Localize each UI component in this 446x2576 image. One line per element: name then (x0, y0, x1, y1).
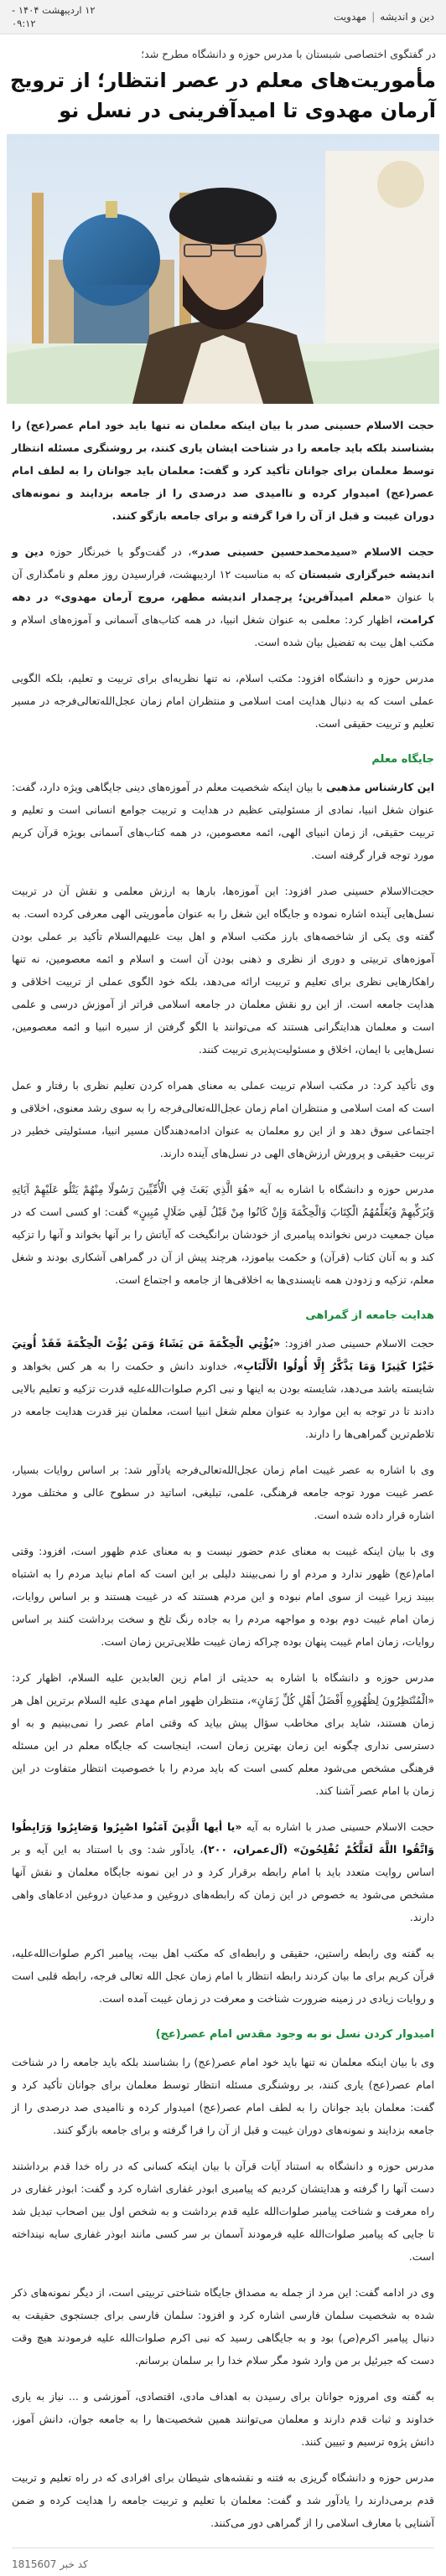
article-body (12, 414, 434, 2576)
cleric-photo (7, 134, 439, 404)
paragraph: مدرس حوزه و دانشگاه با اشاره به حدیثی از امام زین العابدین علیه السلام، اظهار کرد: «الْمُنْتَظِرُونَ لِظُهُورِهِ أَفْضَلُ أَهْلِ كُلِّ زَمَانٍ»، منتظران ظهور امام مهدی علیه السلام برترین اهل هر زمان هستند، شاید برای مخاطب سؤال پیش بیاید که وقتی امام عصر را نمی‌بینیم و به او دسترسی نداری چگونه این زمان بهترین زمان است، اینجاست که جایگاه معلم در این مسئله فرهنگی مشخص می‌شود معلم کسی است که باید مردم را با خصوصیت انتظار متفاوت در این زمان با امام عصر آشنا کند. (12, 1671, 434, 1797)
speaker-name: حجت الاسلام «سیدمحمدحسین حسینی صدر» (191, 545, 434, 558)
paragraph: این کارشناس مذهبی با بیان اینکه شخصیت معلم در آموزه‌های دینی جایگاهی ویژه دارد، گفت: عنوان شغل انبیا، نمادی از مسئولیتی عظیم در هدایت و تربیت جوامع انسانی است و تعلیم و تربیت حقیقی، از زمان انبیای الهی، ائمه معصومین، در همه کتاب‌های آسمانی بویژه قرآن کریم مورد توجه قرار گرفته است. (12, 781, 434, 861)
paragraph: مدرس حوزه و دانشگاه گریزی به فتنه و نقشه‌های شیطان برای افرادی که در راه تعلیم و تربیت قدم برمی‌دارند را یادآور شد و گفت: معلمان با تعلیم و تربیت جامعه را هدایت کرده و ضمن آشنایی با معارف اسلامی را از گمراهی دور می‌کنند. (12, 2471, 434, 2529)
paragraph: حجت الاسلام حسینی صدر افزود: «يُؤْتِي الْحِكْمَةَ مَن يَشَاءُ وَمَن يُؤْتَ الْحِكْمَةَ فَقَدْ أُوتِيَ خَيْرًا كَثِيرًا وَمَا يَذَّكَّرُ إِلَّا أُولُوا الْأَلْبَابِ»، خداوند دانش و حکمت را به هر کس بخواهد و شایسته باشد می‌دهد، شایسته بودن به اینها و نبی اکرم صلوات‌الله‌علیه قدرت تزکیه و تعلیم بالایی دادند تا در توجه به این موارد به عنوان معلم شغل انبیا است، معلمان نیز قدرت هدایت جامعه در تلاطم‌ترین گمراهی‌ها را دارند. (12, 1337, 434, 1440)
paragraph-intro: حجت الاسلام «سیدمحمدحسین حسینی صدر»، در گفت‌وگو با خبرنگار حوزه دین و اندیشه خبرگزاری شبستان که به مناسبت ۱۲ اردیبهشت، فرارسیدن روز معلم و نامگذاری آن با عنوان «معلم امیدآفرین؛ پرچمدار اندیشه مطهر، مروج آرمان مهدوی» در دهه کرامت، اظهار کرد: معلمی به عنوان شغل انبیا، در همه کتاب‌های آسمانی و آموزه‌های اسلام و مکتب اهل بیت به تفضیل بیان شده است. (12, 545, 434, 648)
occasion-title: «معلم امیدآفرین؛ پرچمدار اندیشه مطهر، مروج آرمان مهدوی» در دهه کرامت، (12, 591, 434, 626)
section-subhead: هدایت جامعه از گمراهی (305, 1309, 434, 1322)
breadcrumb-category[interactable]: دین و اندیشه (380, 11, 434, 23)
article-headline: مأموریت‌های معلم در عصر انتظار؛ از ترویج آرمان مهدوی تا امیدآفرینی در نسل نو (10, 69, 436, 122)
article-summary: حجت الاسلام حسینی صدر با بیان اینکه معلمان نه تنها باید خود امام عصر(عج) را بشناسند بلکه باید جامعه را در شناخت ایشان یاری کنند، بر روشنگری مسئله انتظار توسط معلمان برای جوانان تأکید کرد و گفت: معلمان باید جوانان را به لطف امام عصر(عج) امیدوار کرده و ناامیدی صد درصدی را از جامعه بزدایند و نمونه‌های دوران غیبت و قبل از آن را فرا گرفته و برای جامعه بازگو کنند. (12, 419, 434, 522)
paragraph: به گفته وی رابطه راستین، حقیقی و رابطه‌ای که مکتب اهل بیت، پیامبر اکرم صلوات‌الله‌علیه، قرآن کریم برای ما بیان کردند رابطه انتظار با امام زمان عجل الله تعالی فرجه، رابطه قلبی است و روایات زیادی در زمینه ضرورت شناخت و معرفت در زمان غیبت آمده است. (12, 1947, 434, 2005)
paragraph: وی تأکید کرد: در مکتب اسلام تربیت عملی به معنای همراه کردن تعلیم نظری با رفتار و عمل است که امت اسلامی و منتظران امام زمان عجل‌الله‌تعالی‌فرجه را به سوی رشد معنوی، اخلاقی و اجتماعی سوق دهد و از این رو معلمان به عنوان ادامه‌دهندگان مسیر انبیا، مسئولیتی خطیر در تربیت حقیقی و پرورش ارزش‌های الهی در نسل‌های آینده دارند. (12, 1079, 434, 1159)
breadcrumb-separator: | (371, 11, 376, 23)
paragraph: وی با اشاره به عصر غیبت امام زمان عجل‌الله‌تعالی‌فرجه یادآور شد: بر اساس روایات بسیار، عصر غیبت مورد توجه جامعه فرهنگی، علمی، تبلیغی، اساتید در سطوح عالی و مختلف مورد اشاره قرار داده شده است. (12, 1464, 434, 1521)
article-container (0, 48, 446, 2576)
publish-date-time: ۰۹:۱۲ (12, 18, 36, 29)
paragraph: حجت الاسلام حسینی صدر با اشاره به آیه «یا أیها الَّذِینَ آمَنُوا اصْبِرُوا وَصَابِرُوا وَرَابِطُوا وَاتَّقُوا اللَّهَ لَعَلَّكُمْ تُفْلِحُونَ» (آل‌عمران، ۲۰۰)، یادآور شد: وی با استناد به این آیه و بر اساس روایت متعدد باید با امام رابطه برقرار کرد و در این نمونه جایگاه معلمان و نقش آنها مشخص می‌شود به خصوص در این زمان که رابطه‌های دروغین و مدعیان دروغین ادعاهای واهی دارند. (12, 1820, 434, 1923)
paragraph: مدرس حوزه و دانشگاه به استناد آیات قرآن با بیان اینکه کسانی که در راه خدا قدم برداشتند دست آنها را گرفته و هدایتشان کردیم که پیامبری ابوذر غفاری اشاره کرد و گفت: ابوذر غفاری در راه معرفت و شناخت پیامبر صلوات‌الله علیه قدم برداشت و به شخص اول بین اصحاب تبدیل شد تا جایی که پیامبر صلوات‌الله علیه فرمودند آسمان بر سر کسی مانند ابوذر غفاری سایه نینداخته است. (12, 2160, 434, 2263)
paragraph: مدرس حوزه و دانشگاه افزود: مکتب اسلام، نه تنها نظریه‌ای برای تربیت و تعلیم، بلکه الگویی عملی است که به دنبال هدایت امت اسلامی و منتظران امام زمان عجل‌الله‌تعالی‌فرجه در مسیر تعلیم و تربیت حقیقی است. (12, 672, 434, 730)
quran-verse: «يُؤْتِي الْحِكْمَةَ مَن يَشَاءُ وَمَن يُؤْتَ الْحِكْمَةَ فَقَدْ أُوتِيَ خَيْرًا كَثِيرًا وَمَا يَذَّكَّرُ إِلَّا أُولُوا الْأَلْبَابِ» (12, 1337, 434, 1372)
quran-verse: «یا أیها الَّذِینَ آمَنُوا اصْبِرُوا وَصَابِرُوا وَرَابِطُوا وَاتَّقُوا اللَّهَ لَعَلَّكُمْ تُفْلِحُونَ» (آل‌عمران، ۲۰۰) (12, 1820, 434, 1856)
paragraph: وی با بیان اینکه غیبت به معنای عدم حضور نیست و به معنای عدم ظهور است، افزود: وقتی امام(عج) ظهور ندارد و مردم او را نمی‌بینند دلیلی بر این است که امام نباید مردم را به اشتباه ببیند زیرا غیبت از سوی امام نبوده و این مردم هستند که در غیبت هستند و بر اساس روایات، زمان امام غیبت دوم بوده و مواجهه مردم را به جاده رنگ تلخ و سخت برداشت کنند بر اساس روایات، زمان امام غیبت پنهان بوده چراکه زمان غیبت طلایی‌ترین زمان است. (12, 1545, 434, 1648)
section-subhead: امیدوار کردن نسل نو به وجود مقدس امام عصر(عج) (155, 2028, 434, 2041)
article-lead: در گفتگوی اختصاصی شبستان با مدرس حوزه و دانشگاه مطرح شد؛ (141, 48, 436, 60)
agency-name[interactable]: دین و اندیشه خبرگزاری شبستان (12, 545, 434, 581)
section-subhead: جایگاه معلم (371, 753, 434, 766)
paragraph: مدرس حوزه و دانشگاه با اشاره به آیه «هُوَ الَّذِي بَعَثَ فِي الْأُمِّيِّينَ رَسُولًا مِنْهُمْ يَتْلُو عَلَيْهِمْ آيَاتِهِ وَيُزَكِّيهِمْ وَيُعَلِّمُهُمُ الْكِتَابَ وَالْحِكْمَةَ وَإِنْ كَانُوا مِنْ قَبْلُ لَفِي ضَلَالٍ مُبِينٍ» گفت: او کسی است که در میان جمعیت درس نخوانده پیامبری از خودشان برانگیخت که آیاتش را بر آنها بخواند و آنها را تزکیه کند و به آنان کتاب (قرآن) و حکمت بیاموزد، هرچند پیش از آن در گمراهی آشکاری بودند و شغل معلم، تزکیه و زدودن همه ناپسندی‌ها به اخلاقی‌ها از جامعه و اجتماع است. (12, 1183, 434, 1286)
article-image (7, 134, 439, 404)
breadcrumb (334, 11, 434, 23)
news-code: کد خبر 1815607 (12, 2548, 434, 2576)
paragraph: حجت‌الاسلام حسینی صدر افزود: این آموزه‌ها، بارها به ارزش معلمی و نقش آن در تربیت نسل‌هایی آینده اشاره نموده و جایگاه این شغل را به عنوان مأموریتی الهی معرفی کرده است. به گفته وی یکی از شاخصه‌های بارز مکتب اسلام و اهل بیت علیهم‌السلام تأکید بر عملی بودن آموزه‌های تربیتی و دوری از نظری و ذهنی بودن آن است و اسلام و ائمه معصومین، نه تنها راهکارهایی نظری برای تعلیم و تربیت ارائه می‌دهد، بلکه خود الگوی عملی از تربیت اخلاقی و هدایت جامعه است. از این رو نقش معلمان در جامعه اسلامی فراتر از آموزش درسی و علمی است و معلمان هدایتگرانی هستند که می‌توانند با الگو گرفتن از سیره انبیا و ائمه معصومین، نسل‌هایی با ایمان، اخلاق و مسئولیت‌پذیری تربیت کنند. (12, 885, 434, 1056)
paragraph: به گفته وی امروزه جوانان برای رسیدن به اهداف مادی، اقتصادی، آموزشی و ... نیاز به یاری خداوند و ثبات قدم دارند و معلمان می‌توانند همین شخصیت‌ها را به جامعه جوان، دانش آموز، دانش پژوه ترسیم و تبیین کنند. (12, 2390, 434, 2448)
publish-date (12, 3, 96, 30)
breadcrumb-subcategory[interactable]: مهدویت (334, 11, 367, 23)
paragraph: وی در ادامه گفت: این مرد از جمله به مصداق جایگاه شناختی تربیتی است، از دیگر نمونه‌های ذکر شده به شخصیت سلمان فارسی اشاره کرد و افزود: سلمان فارسی برای جستجوی حقیقت به دنبال پیامبر اکرم(ص) بود و به جایگاهی رسید که نبی اکرم صلوات‌الله علیه فرمودند هیچ وقت دست که جبرئیل بر من وارد شود مگر سلام خدا را بر سلمان برسانم. (12, 2286, 434, 2367)
publish-date-day: ۱۲ اردیبهشت ۱۴۰۴ - (12, 4, 96, 16)
paragraph: وی با بیان اینکه معلمان نه تنها باید خود امام عصر(عج) را بشناسند بلکه باید جامعه را در شناخت امام عصر(عج) یاری کنند، بر روشنگری مسئله انتظار توسط معلمان برای جوانان تأکید کرد و گفت: معلمان باید جوانان را به لطف امام عصر(عج) امیدوار کرده و ناامیدی صد درصدی را از جامعه بزدایند و نمونه‌های دوران غیبت و قبل از آن را فرا گرفته و برای جامعه بازگو کنند. (12, 2056, 434, 2136)
top-bar (0, 0, 446, 34)
